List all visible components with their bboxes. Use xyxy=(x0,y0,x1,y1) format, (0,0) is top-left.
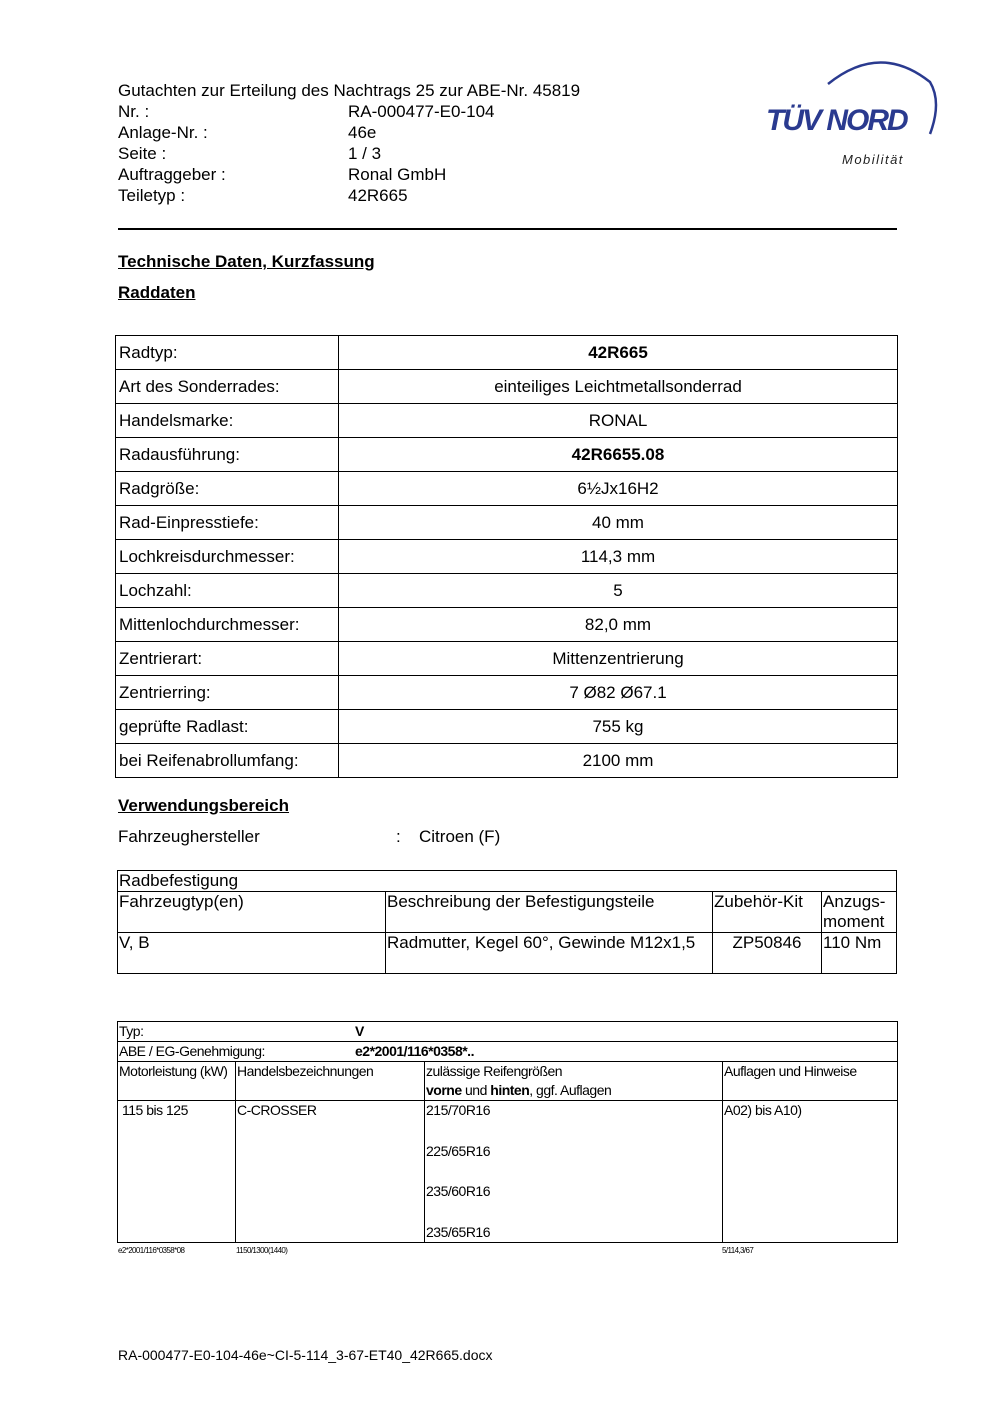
raddaten-row xyxy=(116,506,898,540)
header-value-anlage: 46e xyxy=(348,123,377,142)
raddaten-row xyxy=(116,676,898,710)
fahrzeugtyp-table xyxy=(117,1021,898,1243)
befestigung-cell-anzugsmoment: 110 Nm xyxy=(822,933,897,974)
raddaten-row xyxy=(116,744,898,778)
raddaten-label: Radgröße: xyxy=(116,472,339,506)
raddaten-value: Mittenzentrierung xyxy=(339,642,898,676)
header-label-nr: Nr. : xyxy=(118,102,150,121)
typ-footnote-approval: e2*2001/116*0358*08 xyxy=(118,1246,185,1255)
typ-row xyxy=(118,1022,898,1042)
typ-value: V xyxy=(355,1023,364,1039)
raddaten-value: 755 kg xyxy=(339,710,898,744)
raddaten-row xyxy=(116,608,898,642)
typ-cell-auflagen: A02) bis A10) xyxy=(723,1101,898,1243)
reifen-header-hinten: hinten xyxy=(490,1082,530,1098)
reifen-header-auflagen: , ggf. Auflagen xyxy=(529,1082,612,1098)
raddaten-value: 42R665 xyxy=(339,336,898,370)
typ-header-auflagen: Auflagen und Hinweise xyxy=(723,1062,898,1101)
raddaten-row xyxy=(116,472,898,506)
hersteller-value: Citroen (F) xyxy=(419,827,501,846)
header-divider xyxy=(118,228,897,230)
raddaten-label: geprüfte Radlast: xyxy=(116,710,339,744)
section-technische-daten: Technische Daten, Kurzfassung xyxy=(118,252,375,271)
section-raddaten: Raddaten xyxy=(118,283,196,302)
befestigung-header-anzugsmoment: Anzugs-moment xyxy=(822,892,897,933)
hersteller-separator: : xyxy=(396,827,401,846)
typ-header-handelsbezeichnungen: Handelsbezeichnungen xyxy=(236,1062,425,1101)
raddaten-value: 5 xyxy=(339,574,898,608)
logo-subtitle: Mobilität xyxy=(842,152,904,167)
header-label-anlage: Anlage-Nr. : xyxy=(118,123,208,142)
reifen-size: 235/65R16 xyxy=(426,1223,491,1240)
typ-label: Typ: xyxy=(119,1023,144,1039)
raddaten-label: Rad-Einpresstiefe: xyxy=(116,506,339,540)
header-label-seite: Seite : xyxy=(118,144,167,163)
raddaten-value: 114,3 mm xyxy=(339,540,898,574)
typ-header-motorleistung: Motorleistung (kW) xyxy=(118,1062,236,1101)
typ-cell-reifen xyxy=(425,1101,723,1243)
raddaten-value: 2100 mm xyxy=(339,744,898,778)
raddaten-value: 7 Ø82 Ø67.1 xyxy=(339,676,898,710)
reifen-header-vorne: vorne xyxy=(426,1082,462,1098)
header-value-auftraggeber: Ronal GmbH xyxy=(348,165,447,184)
befestigung-header-beschreibung: Beschreibung der Befestigungsteile xyxy=(386,892,713,933)
raddaten-row xyxy=(116,710,898,744)
header-value-teiletyp: 42R665 xyxy=(348,186,408,205)
raddaten-value: 82,0 mm xyxy=(339,608,898,642)
raddaten-label: Lochzahl: xyxy=(116,574,339,608)
raddaten-table xyxy=(115,335,898,778)
raddaten-label: Mittenlochdurchmesser: xyxy=(116,608,339,642)
raddaten-label: Radtyp: xyxy=(116,336,339,370)
raddaten-row xyxy=(116,574,898,608)
reifen-size: 215/70R16 xyxy=(426,1102,491,1118)
befestigung-cell-zubehoer: ZP50846 xyxy=(713,933,822,974)
befestigung-cell-fahrzeugtyp: V, B xyxy=(118,933,386,974)
raddaten-label: Zentrierring: xyxy=(116,676,339,710)
header-label-teiletyp: Teiletyp : xyxy=(118,186,186,205)
abe-label: ABE / EG-Genehmigung: xyxy=(119,1043,265,1059)
raddaten-label: Lochkreisdurchmesser: xyxy=(116,540,339,574)
logo-brand: TÜV NORD xyxy=(766,104,907,137)
header-value-nr: RA-000477-E0-104 xyxy=(348,102,495,121)
raddaten-value: einteiliges Leichtmetallsonderrad xyxy=(339,370,898,404)
raddaten-row xyxy=(116,370,898,404)
abe-row xyxy=(118,1042,898,1062)
typ-cell-motorleistung: 115 bis 125 xyxy=(118,1101,236,1243)
raddaten-label: Zentrierart: xyxy=(116,642,339,676)
reifen-header-und: und xyxy=(461,1082,491,1098)
befestigung-cell-beschreibung: Radmutter, Kegel 60°, Gewinde M12x1,5 xyxy=(386,933,713,974)
befestigung-header-fahrzeugtyp: Fahrzeugtyp(en) xyxy=(118,892,386,933)
hersteller-label: Fahrzeughersteller xyxy=(118,827,260,846)
raddaten-value: 6½Jx16H2 xyxy=(339,472,898,506)
header-label-auftraggeber: Auftraggeber : xyxy=(118,165,226,184)
section-verwendungsbereich: Verwendungsbereich xyxy=(118,796,289,815)
typ-footnote-weights: 1150/1300(1440) xyxy=(236,1246,288,1255)
raddaten-row xyxy=(116,404,898,438)
header-value-seite: 1 / 3 xyxy=(348,144,382,163)
reifen-size: 225/65R16 xyxy=(426,1142,491,1159)
befestigung-title: Radbefestigung xyxy=(118,871,897,892)
typ-footnote-bolt: 5/114,3/67 xyxy=(722,1246,754,1255)
typ-header-reifengroessen xyxy=(425,1062,723,1101)
raddaten-label: Art des Sonderrades: xyxy=(116,370,339,404)
befestigung-header-zubehoer: Zubehör-Kit xyxy=(713,892,822,933)
raddaten-row xyxy=(116,336,898,370)
raddaten-value: RONAL xyxy=(339,404,898,438)
raddaten-label: Handelsmarke: xyxy=(116,404,339,438)
reifen-size: 235/60R16 xyxy=(426,1183,491,1199)
radbefestigung-table xyxy=(117,870,897,974)
typ-cell-handelsbezeichnung: C-CROSSER xyxy=(236,1101,425,1243)
raddaten-value: 42R6655.08 xyxy=(339,438,898,472)
document-title: Gutachten zur Erteilung des Nachtrags 25 zur ABE-Nr. 45819 xyxy=(118,81,581,100)
document-footer-filename: RA-000477-E0-104-46e~CI-5-114_3-67-ET40_42R665.docx xyxy=(118,1347,493,1363)
raddaten-label: Radausführung: xyxy=(116,438,339,472)
raddaten-label: bei Reifenabrollumfang: xyxy=(116,744,339,778)
raddaten-row xyxy=(116,540,898,574)
raddaten-row xyxy=(116,642,898,676)
abe-value: e2*2001/116*0358*.. xyxy=(355,1043,474,1059)
raddaten-row xyxy=(116,438,898,472)
raddaten-value: 40 mm xyxy=(339,506,898,540)
reifen-header-text: zulässige Reifengrößen xyxy=(426,1063,563,1079)
